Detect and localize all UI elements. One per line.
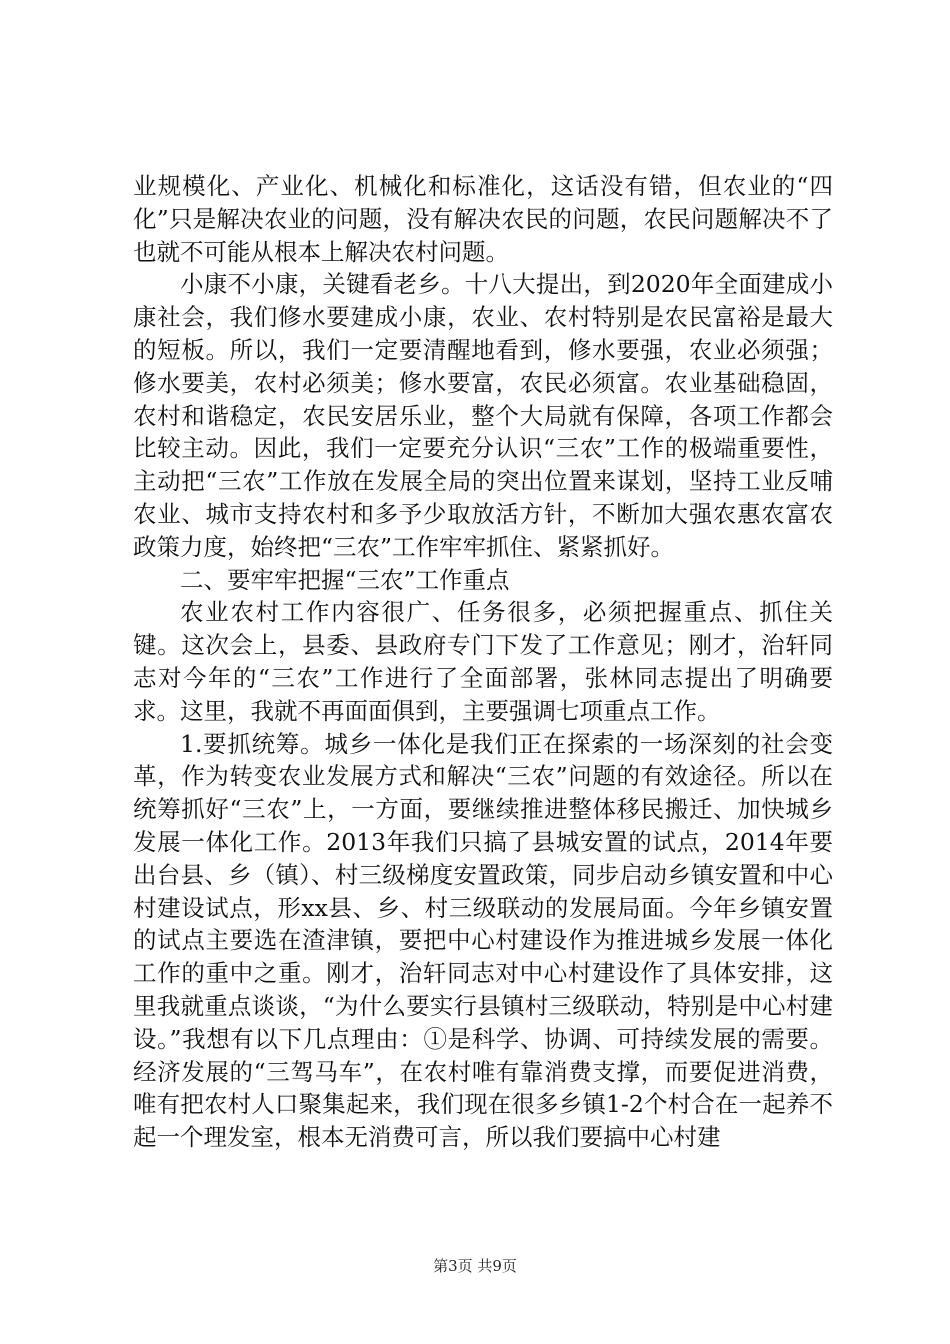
paragraph-1: 业规模化、产业化、机械化和标准化，这话没有错，但农业的“四化”只是解决农业的问题，没有解决农民的问题，农民问题解决不了也就不可能从根本上解决农村问题。 bbox=[133, 172, 833, 266]
paragraph-4: 1.要抓统筹。城乡一体化是我们正在探索的一场深刻的社会变革，作为转变农业发展方式和解决“三农”问题的有效途径。所以在统筹抓好“三农”上，一方面，要继续推进整体移民搬迁、加快城乡发展一体化工作。2013年我们只搞了县城安置的试点，2014年要出台县、乡（镇）、村三级梯度安置政策，同步启动乡镇安置和中心村建设试点，形xx县、乡、村三级联动的发展局面。今年乡镇安置的试点主要选在渣津镇，要把中心村建设作为推进城乡发展一体化工作的重中之重。刚才，治轩同志对中心村建设作了具体安排，这里我就重点谈谈，“为什么要实行县镇村三级联动，特别是中心村建设。”我想有以下几点理由：①是科学、协调、可持续发展的需要。经济发展的“三驾马车”，在农村唯有靠消费支撑，而要促进消费，唯有把农村人口聚集起来，我们现在很多乡镇1-2个村合在一起养不起一个理发室，根本无消费可言，所以我们要搞中心村建 bbox=[133, 729, 833, 1152]
paragraph-2: 小康不小康，关键看老乡。十八大提出，到2020年全面建成小康社会，我们修水要建成小康，农业、农村特别是农民富裕是最大的短板。所以，我们一定要清醒地看到，修水要强，农业必须强；修水要美，农村必须美；修水要富，农民必须富。农业基础稳固，农村和谐稳定，农民安居乐业，整个大局就有保障，各项工作都会比较主动。因此，我们一定要充分认识“三农”工作的极端重要性，主动把“三农”工作放在发展全局的突出位置来谋划，坚持工业反哺农业、城市支持农村和多予少取放活方针，不断加大强农惠农富农政策力度，始终把“三农”工作牢牢抓住、紧紧抓好。 bbox=[133, 270, 833, 561]
paragraph-3: 农业农村工作内容很广、任务很多，必须把握重点、抓住关键。这次会上，县委、县政府专门下发了工作意见；刚才，治轩同志对今年的“三农”工作进行了全面部署，张林同志提出了明确要求。这里，我就不再面面俱到，主要强调七项重点工作。 bbox=[133, 598, 833, 725]
section-heading: 二、要牢牢把握“三农”工作重点 bbox=[180, 565, 510, 594]
page-number-footer: 第3页 共9页 bbox=[433, 1257, 517, 1275]
document-body bbox=[133, 170, 833, 1154]
